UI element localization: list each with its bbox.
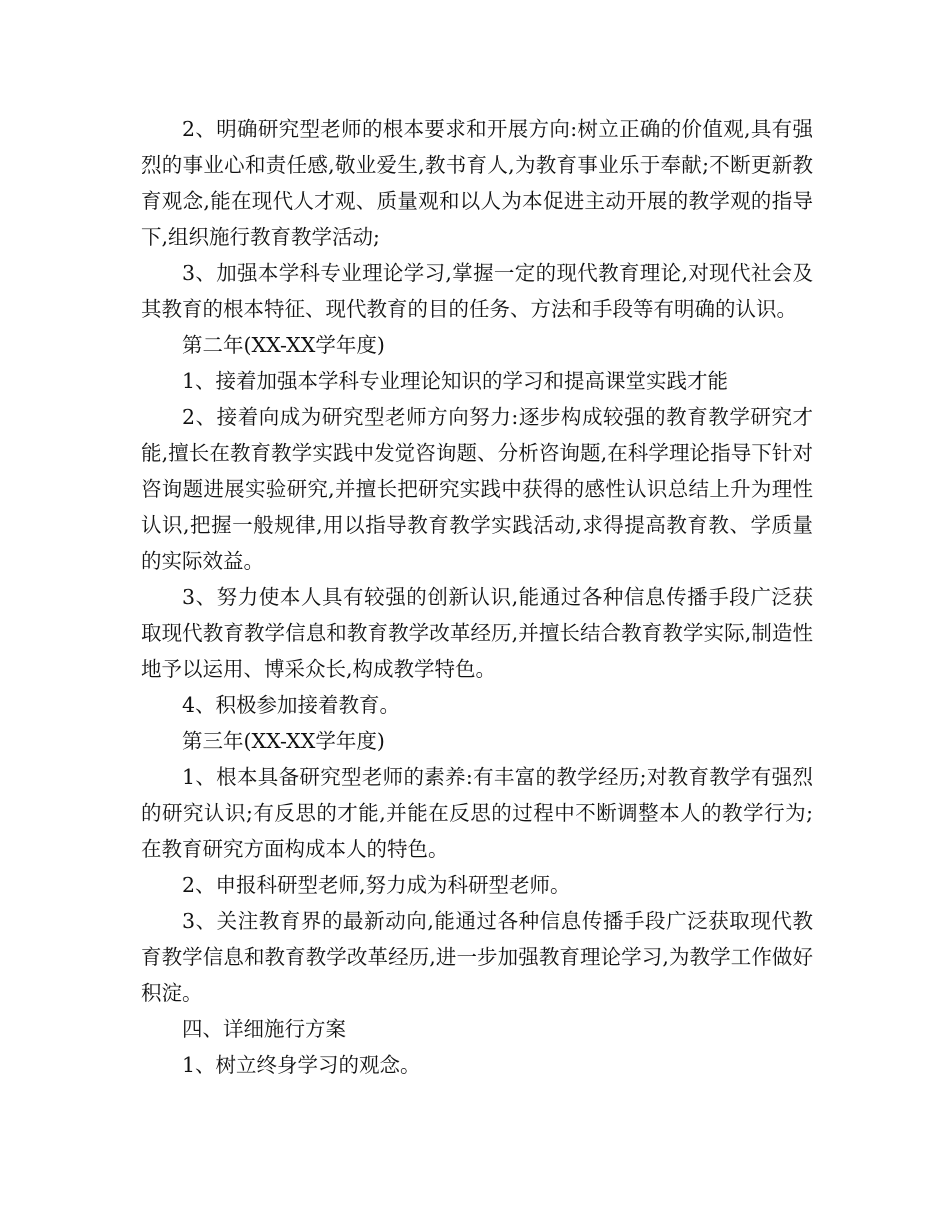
- section-heading-year-3: 第三年(XX-XX学年度): [182, 729, 385, 753]
- document-body: [141, 111, 813, 1083]
- paragraph-year2-2: 2、接着向成为研究型老师方向努力:逐步构成较强的教育教学研究才能,擅长在教育教学实践中发觉咨询题、分析咨询题,在科学理论指导下针对咨询题进展实验研究,并擅长把研究实践中获得的感性认识总结上升为理性认识,把握一般规律,用以指导教育教学实践活动,求得提高教育教、学质量的实际效益。: [141, 405, 813, 573]
- paragraph-year2-1: 1、接着加强本学科专业理论知识的学习和提高课堂实践才能: [182, 369, 729, 393]
- section-heading-implementation: 四、详细施行方案: [182, 1017, 346, 1041]
- paragraph-year2-3: 3、努力使本人具有较强的创新认识,能通过各种信息传播手段广泛获取现代教育教学信息和教育教学改革经历,并擅长结合教育教学实际,制造性地予以运用、博采众长,构成教学特色。: [141, 585, 813, 681]
- paragraph-year3-2: 2、申报科研型老师,努力成为科研型老师。: [182, 873, 571, 897]
- paragraph-year2-4: 4、积极参加接着教育。: [182, 693, 401, 717]
- paragraph-year3-3: 3、关注教育界的最新动向,能通过各种信息传播手段广泛获取现代教育教学信息和教育教学改革经历,进一步加强教育理论学习,为教学工作做好积淀。: [141, 909, 813, 1005]
- paragraph-implementation-1: 1、树立终身学习的观念。: [182, 1053, 421, 1077]
- paragraph-year3-1: 1、根本具备研究型老师的素养:有丰富的教学经历;对教育教学有强烈的研究认识;有反思的才能,并能在反思的过程中不断调整本人的教学行为;在教育研究方面构成本人的特色。: [141, 765, 813, 861]
- paragraph-goal-2: 2、明确研究型老师的根本要求和开展方向:树立正确的价值观,具有强烈的事业心和责任感,敬业爱生,教书育人,为教育事业乐于奉献;不断更新教育观念,能在现代人才观、质量观和以人为本促进主动开展的教学观的指导下,组织施行教育教学活动;: [141, 117, 813, 249]
- paragraph-goal-3: 3、加强本学科专业理论学习,掌握一定的现代教育理论,对现代社会及其教育的根本特征、现代教育的目的任务、方法和手段等有明确的认识。: [141, 261, 813, 321]
- section-heading-year-2: 第二年(XX-XX学年度): [182, 333, 385, 357]
